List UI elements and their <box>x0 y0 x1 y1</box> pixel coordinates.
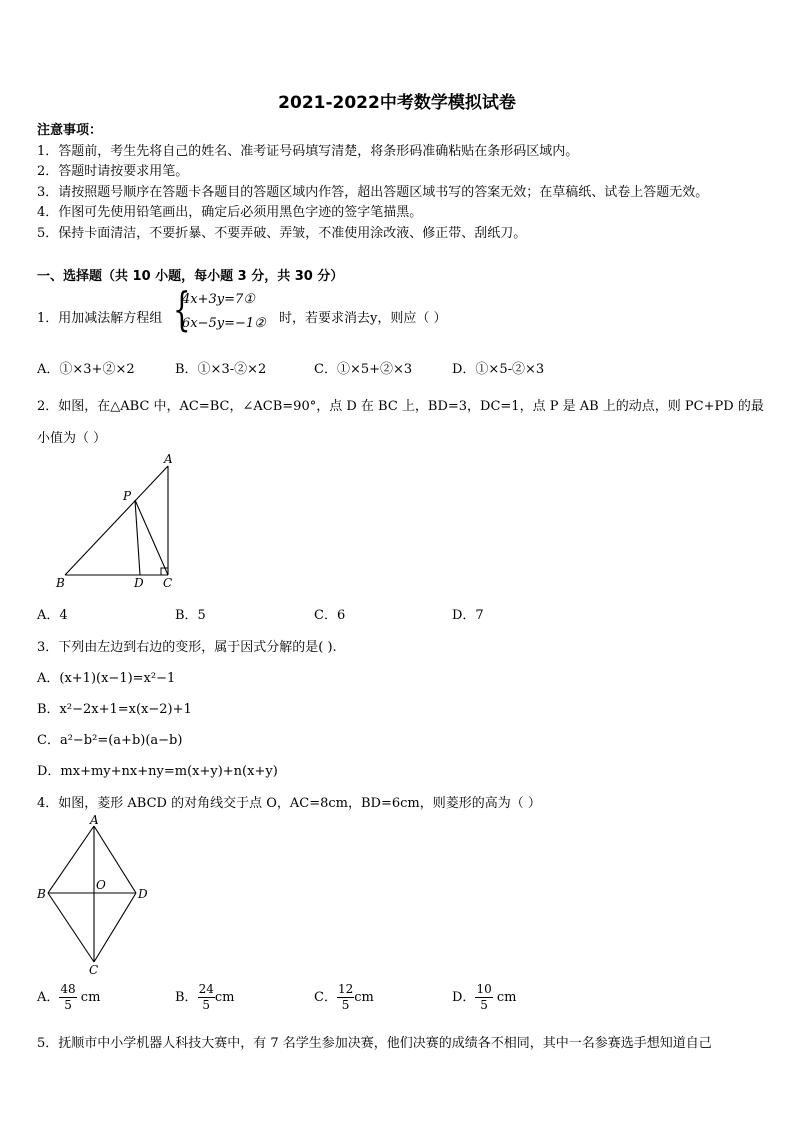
section-heading: 一、选择题（共 10 小题，每小题 3 分，共 30 分） <box>37 269 344 284</box>
fraction <box>198 982 215 1013</box>
unit: cm <box>492 990 517 1005</box>
q4-option-b <box>175 982 234 1013</box>
notes-block <box>37 121 708 244</box>
fraction <box>475 982 492 1013</box>
q1-equation-system <box>173 282 283 338</box>
q2-option-c: C．6 <box>314 608 346 623</box>
unit: cm <box>354 990 374 1005</box>
segment-ab <box>65 466 168 575</box>
brace-icon: { <box>173 282 191 336</box>
q4-option-c <box>314 982 374 1013</box>
denominator: 5 <box>64 998 72 1012</box>
label-b: B <box>37 887 46 901</box>
notes-item: 3．请按照题号顺序在答题卡各题目的答题区域内作答，超出答题区域书写的答案无效；在草稿纸、试卷上答题无效。 <box>37 184 709 200</box>
denominator: 5 <box>202 998 211 1012</box>
fraction <box>337 982 354 1013</box>
q2-triangle-figure <box>50 450 190 592</box>
q1-option-b: B．①×3-②×2 <box>175 362 267 377</box>
q1-suffix: 时，若要求消去y，则应（ ） <box>279 311 447 326</box>
fraction <box>59 982 76 1013</box>
numerator: 10 <box>476 982 492 996</box>
label-c: C <box>163 576 173 590</box>
q2-option-d: D．7 <box>452 608 484 623</box>
page-title: 2021-2022中考数学模拟试卷 <box>278 93 516 113</box>
q4-rhombus-figure <box>30 812 160 977</box>
option-letter: B． <box>175 990 198 1005</box>
notes-item: 2．答题时请按要求用笔。 <box>37 164 189 179</box>
numerator: 48 <box>60 982 76 996</box>
q4-option-a <box>37 982 100 1013</box>
q3-option-b: B．x²−2x+1=x(x−2)+1 <box>37 702 192 717</box>
option-letter: A． <box>37 990 60 1005</box>
unit: cm <box>76 990 101 1005</box>
label-c: C <box>89 963 99 977</box>
segment-pc <box>135 500 168 575</box>
side-bc <box>48 893 94 962</box>
q3-option-a: A．(x+1)(x−1)=x²−1 <box>37 671 176 686</box>
numerator: 12 <box>337 982 354 996</box>
label-a: A <box>164 452 173 466</box>
q1-option-a: A．①×3+②×2 <box>37 362 135 377</box>
label-p: P <box>123 489 132 503</box>
side-ab <box>48 826 94 893</box>
q2-option-a: A．4 <box>37 608 68 623</box>
q4-stem: 4．如图，菱形 ABCD 的对角线交于点 O，AC=8cm，BD=6cm，则菱形的高为（ ） <box>37 796 541 811</box>
notes-item: 4．作图可先使用铅笔画出，确定后必须用黑色字迹的签字笔描黑。 <box>37 205 423 220</box>
denominator: 5 <box>341 998 350 1012</box>
option-letter: D． <box>452 990 476 1005</box>
unit: cm <box>214 990 235 1005</box>
q4-option-d <box>452 982 516 1013</box>
notes-heading: 注意事项： <box>37 123 103 138</box>
q3-stem: 3．下列由左边到右边的变形，属于因式分解的是( ). <box>37 640 337 655</box>
denominator: 5 <box>480 998 488 1012</box>
numerator: 24 <box>198 982 214 996</box>
q1-equation-1: 4x+3y=7① <box>182 292 255 307</box>
q1-prefix: 1．用加减法解方程组 <box>37 311 163 326</box>
q1-option-d: D．①×5-②×3 <box>452 362 545 377</box>
notes-item: 5．保持卡面清洁，不要折暴、不要弄破、弄皱，不准使用涂改液、修正带、刮纸刀。 <box>37 225 527 241</box>
q3-option-c: C．a²−b²=(a+b)(a−b) <box>37 733 183 748</box>
label-o: O <box>96 878 106 892</box>
label-d: D <box>138 887 148 901</box>
notes-item: 1．答题前，考生先将自己的姓名、准考证号码填写清楚，将条形码准确粘贴在条形码区域内。 <box>37 143 579 159</box>
segment-pd <box>135 500 140 575</box>
q2-option-b: B．5 <box>175 608 206 623</box>
label-a: A <box>90 813 99 827</box>
side-dc <box>94 893 136 962</box>
q5-stem-line1: 5．抚顺市中小学机器人科技大赛中，有 7 名学生参加决赛，他们决赛的成绩各不相同，其中一名参赛选手想知道自己 <box>37 1036 712 1051</box>
q1-equation-2: 6x−5y=−1② <box>182 316 266 331</box>
q2-stem-line1: 2．如图，在△ABC 中，AC=BC，∠ACB=90°，点 D 在 BC 上，BD=3，DC=1，点 P 是 AB 上的动点，则 PC+PD 的最 <box>37 399 764 414</box>
q1-option-c: C．①×5+②×3 <box>314 362 413 377</box>
q2-stem-line2: 小值为（ ） <box>37 431 107 446</box>
label-d: D <box>134 576 144 590</box>
option-letter: C． <box>314 990 337 1005</box>
q3-option-d: D．mx+my+nx+ny=m(x+y)+n(x+y) <box>37 764 278 779</box>
label-b: B <box>56 576 65 590</box>
